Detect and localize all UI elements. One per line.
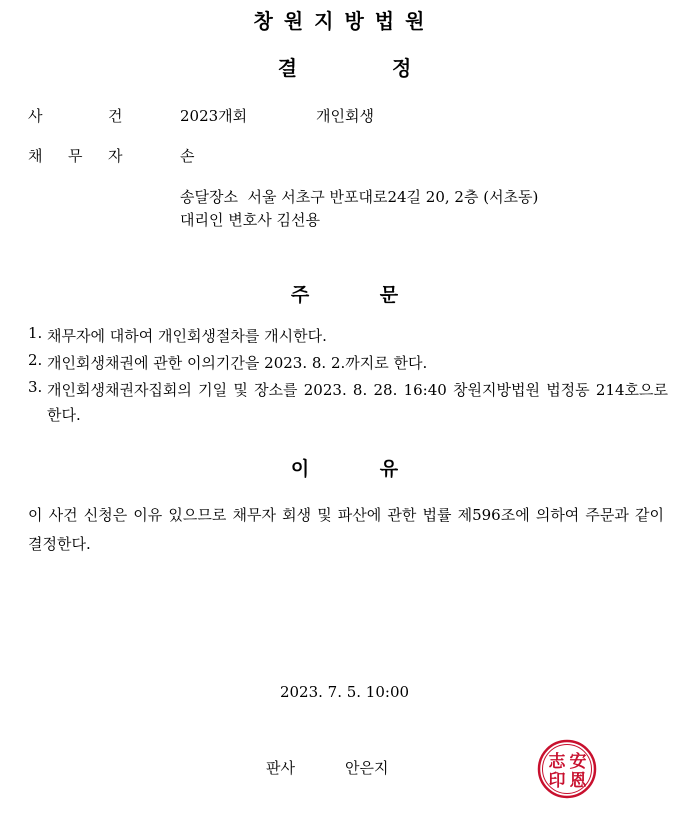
case-number: 2023개회 (180, 107, 248, 125)
order-heading: 주 문 (290, 284, 399, 306)
seal-glyph: 安 (569, 752, 587, 772)
order-item-text: 채무자에 대하여 개인회생절차를 개시한다. (47, 327, 327, 345)
order-item (28, 351, 668, 376)
decision-datetime: 2023. 7. 5. 10:00 (279, 683, 410, 701)
debtor-label-char: 채 (28, 147, 43, 165)
service-address: 송달장소 서울 서초구 반포대로24길 20, 2층 (서초동) (180, 188, 539, 206)
judge-name: 안은지 (345, 759, 389, 777)
case-label-char: 사 (28, 107, 43, 125)
order-item-text: 개인회생채권자집회의 기일 및 장소를 2023. 8. 28. 16:40 창원지방법원 법정동 214호으로 한다. (47, 381, 668, 424)
debtor-label-char: 무 (68, 147, 83, 165)
case-name: 개인회생 (316, 107, 374, 125)
order-item-text: 개인회생채권에 관한 이의기간을 2023. 8. 2.까지로 한다. (47, 354, 428, 372)
court-name-title: 창원지방법원 (253, 9, 436, 33)
seal-outer-ring (539, 741, 595, 797)
judge-seal (536, 738, 598, 804)
legal-agent: 대리인 변호사 김선용 (180, 211, 320, 229)
seal-glyph: 恩 (569, 771, 587, 791)
debtor-label-char: 자 (108, 147, 123, 165)
seal-glyph: 志 (548, 752, 566, 772)
debtor-name: 손 (180, 147, 195, 165)
judge-label: 판사 (266, 759, 295, 777)
order-item-number: 2. (28, 351, 43, 369)
seal-stamp-icon (536, 738, 598, 800)
reason-heading: 이 유 (290, 458, 399, 480)
reason-text: 이 사건 신청은 이유 있으므로 채무자 회생 및 파산에 관한 법률 제596조에 의하여 주문과 같이 결정한다. (28, 506, 664, 553)
seal-glyph: 印 (548, 771, 566, 791)
order-item (28, 324, 668, 349)
order-item-number: 3. (28, 378, 43, 396)
document-type-title: 결 정 (277, 56, 412, 80)
order-item-number: 1. (28, 324, 43, 342)
case-label-char: 건 (108, 107, 123, 125)
order-item (28, 378, 668, 428)
